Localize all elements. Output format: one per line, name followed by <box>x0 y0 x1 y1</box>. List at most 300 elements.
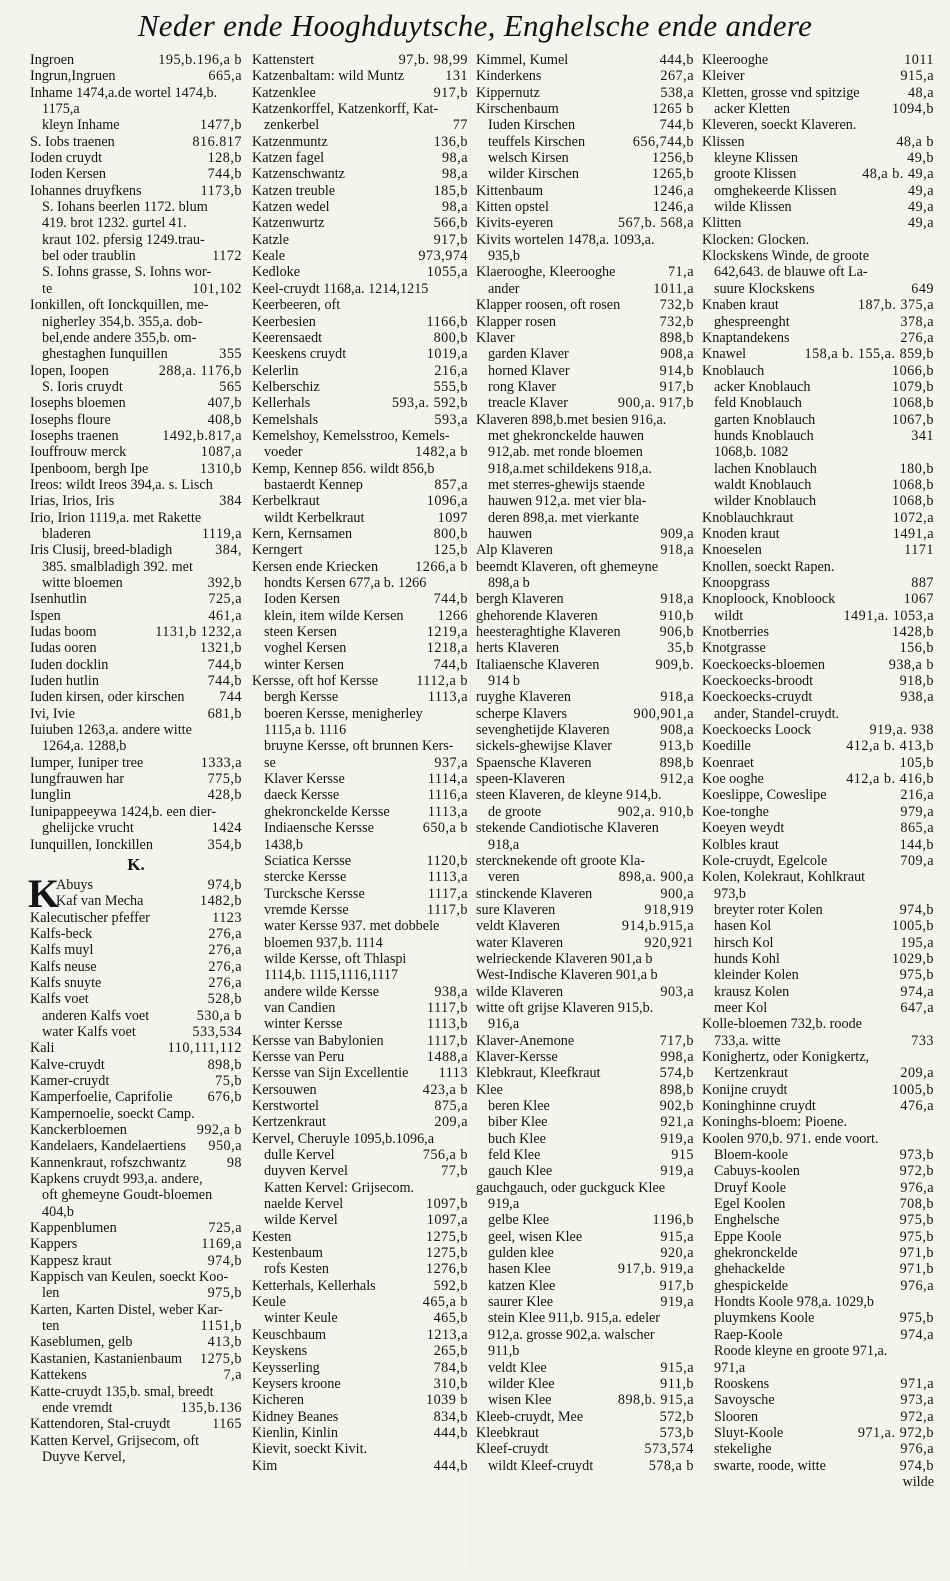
index-entry <box>30 1073 242 1089</box>
entry-term: Rooskens <box>714 1375 770 1392</box>
entry-page-reference: 975,b <box>899 1212 934 1229</box>
entry-page-reference: 1039 b <box>425 1392 468 1409</box>
entry-page-reference: 1275,b <box>199 1350 242 1367</box>
entry-term: wilde <box>902 1473 934 1490</box>
entry-term: saurer Klee <box>488 1294 553 1311</box>
entry-term: 642,643. de blauwe oft La- <box>714 264 868 281</box>
entry-term: Koe-tonghe <box>702 803 769 820</box>
entry-term: Iohannes druyfkens <box>30 182 142 199</box>
entry-page-reference: 1113,a <box>427 803 468 820</box>
entry-term: 971,a <box>714 1359 746 1376</box>
entry-term: 733,a. witte <box>714 1032 781 1049</box>
entry-term: Kleerooghe <box>702 52 769 68</box>
entry-term: Kidney Beanes <box>252 1408 339 1425</box>
entry-term: bladeren <box>42 525 91 542</box>
index-entry <box>476 575 694 591</box>
index-entry <box>252 379 468 395</box>
index-entry <box>702 1278 934 1294</box>
index-entry <box>476 346 694 362</box>
index-entry <box>702 183 934 199</box>
entry-page-reference: 917,b <box>433 84 468 101</box>
entry-page-reference: 444,b <box>433 1457 468 1474</box>
index-entry <box>30 1285 242 1301</box>
entry-page-reference: 593,a <box>434 411 468 428</box>
index-entry <box>476 101 694 117</box>
entry-term: Bloem-koole <box>714 1147 789 1164</box>
entry-page-reference: 973,b <box>899 1147 934 1164</box>
entry-term: herts Klaveren <box>476 640 560 657</box>
entry-page-reference: 665,a <box>208 68 242 85</box>
entry-term: Kemelshoy, Kemelsstroo, Kemels- <box>252 427 450 444</box>
entry-term: Kaseblumen, gelb <box>30 1334 133 1351</box>
entry-page-reference: 974,b <box>899 1457 934 1474</box>
catchword <box>702 1474 934 1490</box>
entry-term: zenkerbel <box>264 117 320 134</box>
index-entry <box>30 444 242 460</box>
entry-term: 973,b <box>714 885 746 902</box>
entry-term: Kersse van Babylonien <box>252 1032 384 1049</box>
index-entry <box>476 951 694 967</box>
entry-term: naelde Kervel <box>264 1196 344 1213</box>
index-entry <box>702 1098 934 1114</box>
index-entry <box>702 248 934 264</box>
entry-page-reference: 1246,a <box>652 182 694 199</box>
entry-term: Kapkens cruydt 993,a. andere, <box>30 1171 203 1188</box>
entry-page-reference: 384 <box>219 493 242 510</box>
index-entry <box>30 1106 242 1122</box>
entry-page-reference: 900,a <box>660 885 694 902</box>
entry-page-reference: 528,b <box>207 991 242 1008</box>
index-entry <box>702 673 934 689</box>
entry-page-reference: 649 <box>911 280 934 297</box>
entry-page-reference: 101,102 <box>192 280 242 297</box>
entry-page-reference: 1097,b <box>425 1196 468 1213</box>
index-entry <box>252 85 468 101</box>
entry-page-reference: 979,a <box>900 803 934 820</box>
entry-term: Keyskens <box>252 1343 308 1360</box>
entry-term: Kellerhals <box>252 395 311 412</box>
index-entry <box>252 1163 468 1179</box>
entry-page-reference: 913,b <box>659 738 694 755</box>
entry-term: Kertzenkraut <box>252 1114 327 1131</box>
entry-page-reference: 717,b <box>659 1032 694 1049</box>
entry-term: Kleef-cruydt <box>476 1441 549 1458</box>
entry-term: Koeckoecks-bloemen <box>702 656 825 673</box>
entry-page-reference: 216,a <box>900 787 934 804</box>
index-entry <box>476 363 694 379</box>
entry-term: ghekronckelde Kersse <box>264 803 390 820</box>
entry-page-reference: 744,b <box>433 656 468 673</box>
entry-term: hauwen 912,a. met vier bla- <box>488 493 647 510</box>
entry-term: stercknekende oft groote Kla- <box>476 852 645 869</box>
index-entry <box>702 1131 934 1147</box>
entry-term: Iuden kirsen, oder kirschen <box>30 689 185 706</box>
entry-page-reference: 920,921 <box>644 934 694 951</box>
entry-term: Knaben kraut <box>702 297 779 314</box>
entry-term: Kelerlin <box>252 362 299 379</box>
index-entry <box>476 510 694 526</box>
entry-term: voghel Kersen <box>264 640 347 657</box>
index-entry <box>30 1433 242 1449</box>
entry-page-reference: 341 <box>911 427 934 444</box>
index-entry <box>252 477 468 493</box>
index-entry <box>252 1327 468 1343</box>
index-entry <box>702 1033 934 1049</box>
index-entry <box>30 1334 242 1350</box>
entry-term: winter Keule <box>264 1310 338 1327</box>
entry-term: Koedille <box>702 738 751 755</box>
index-entry <box>252 738 468 754</box>
index-entry <box>252 902 468 918</box>
entry-page-reference: 354,b <box>207 836 242 853</box>
index-entry <box>30 820 242 836</box>
entry-page-reference: 1113,b <box>427 1016 468 1033</box>
index-entry <box>702 1360 934 1376</box>
entry-term: Kattendoren, Stal-cruydt <box>30 1416 171 1433</box>
index-entry <box>252 330 468 346</box>
entry-page-reference: 1491,a. 1053,a <box>843 607 934 624</box>
entry-page-reference: 1097,a <box>426 1212 468 1229</box>
index-entry <box>702 657 934 673</box>
entry-page-reference: 413,b <box>207 1334 242 1351</box>
entry-term: Iungfrauwen har <box>30 771 125 788</box>
index-entry <box>252 199 468 215</box>
index-entry <box>702 1425 934 1441</box>
index-entry <box>476 1343 694 1359</box>
index-entry <box>30 991 242 1007</box>
entry-term: kleyn Inhame <box>42 117 120 134</box>
index-entry <box>252 526 468 542</box>
index-entry <box>476 1458 694 1474</box>
entry-term: Iumper, Iuniper tree <box>30 754 144 771</box>
page-title: Neder ende Hooghduytsche, Enghelsche ende andere <box>137 8 813 43</box>
index-entry <box>30 1155 242 1171</box>
entry-page-reference: 125,b <box>433 542 468 559</box>
entry-term: sickels-ghewijse Klaver <box>476 738 612 755</box>
entry-term: ghekronckelde <box>714 1245 798 1262</box>
entry-page-reference: 917,b <box>659 378 694 395</box>
index-entry <box>476 787 694 803</box>
entry-term: hondts Kersen 677,a b. 1266 <box>264 575 427 591</box>
index-entry <box>476 1360 694 1376</box>
entry-page-reference: 898,b <box>659 1081 694 1098</box>
index-entry <box>476 1327 694 1343</box>
entry-term: Kattekens <box>30 1367 87 1384</box>
index-entry <box>702 215 934 231</box>
entry-page-reference: 921,a <box>660 1114 694 1131</box>
entry-term: Iris Clusij, breed-bladigh <box>30 542 173 559</box>
index-entry <box>252 314 468 330</box>
index-entry <box>476 428 694 444</box>
index-entry <box>702 1310 934 1326</box>
index-entry <box>252 1310 468 1326</box>
entry-page-reference: 917,b <box>433 231 468 248</box>
entry-term: Kalfs snuyte <box>30 974 102 991</box>
entry-page-reference: 465,a b <box>422 1294 468 1311</box>
index-entry <box>30 1024 242 1040</box>
entry-term: winter Kersen <box>264 656 344 673</box>
entry-page-reference: 650,a b <box>422 820 468 837</box>
index-entry <box>702 1458 934 1474</box>
entry-page-reference: 900,901,a <box>633 705 694 722</box>
entry-term: Kemp, Kennep 856. wildt 856,b <box>252 460 435 477</box>
entry-term: len <box>42 1285 60 1302</box>
index-entry <box>30 1416 242 1432</box>
entry-page-reference: 875,a <box>434 1098 468 1114</box>
entry-term: Sluyt-Koole <box>714 1424 784 1441</box>
entry-page-reference: 444,b <box>659 52 694 68</box>
entry-term: Iosephs traenen <box>30 427 119 444</box>
entry-term: acker Kletten <box>714 101 791 118</box>
entry-term: Klee <box>476 1081 503 1098</box>
entry-page-reference: 48,a <box>907 84 934 101</box>
index-entry <box>476 461 694 477</box>
entry-term: wildt Kerbelkraut <box>264 509 365 526</box>
entry-page-reference: 950,a <box>208 1138 242 1155</box>
entry-page-reference: 35,b <box>667 640 694 657</box>
index-entry <box>252 657 468 673</box>
entry-page-reference: 744,b <box>207 673 242 690</box>
index-entry <box>702 101 934 117</box>
index-entry <box>30 975 242 991</box>
entry-term: kleinder Kolen <box>714 967 799 984</box>
index-entry <box>30 657 242 673</box>
index-entry <box>30 85 242 101</box>
index-entry <box>702 346 934 362</box>
index-entry <box>702 902 934 918</box>
entry-page-reference: 998,a <box>660 1048 694 1065</box>
entry-page-reference: 1310,b <box>199 460 242 477</box>
entry-page-reference: 572,b <box>659 1408 694 1425</box>
index-column-1 <box>30 52 242 1465</box>
entry-term: Kinderkens <box>476 68 542 85</box>
entry-page-reference: 974,b <box>207 1252 242 1269</box>
entry-term: Katzenschwantz <box>252 166 345 183</box>
index-column-3 <box>476 52 694 1474</box>
entry-page-reference: 144,b <box>899 836 934 853</box>
index-entry <box>476 1392 694 1408</box>
page-fold-divider <box>470 40 471 1570</box>
entry-term: Kamperfoelie, Caprifolie <box>30 1089 173 1106</box>
entry-term: Kappenblumen <box>30 1220 117 1237</box>
index-entry <box>252 363 468 379</box>
entry-term: Iudas ooren <box>30 640 97 657</box>
entry-term: ghehackelde <box>714 1261 785 1278</box>
entry-term: Kleebkraut <box>476 1424 540 1441</box>
entry-page-reference: 976,a <box>900 1179 934 1196</box>
index-entry <box>476 1163 694 1179</box>
entry-page-reference: 1275,b <box>425 1245 468 1262</box>
index-entry <box>702 444 934 460</box>
entry-page-reference: 902,b <box>659 1098 694 1114</box>
entry-term: Sciatica Kersse <box>264 852 352 869</box>
index-entry <box>702 624 934 640</box>
index-entry <box>30 1187 242 1203</box>
entry-term: scherpe Klavers <box>476 705 567 722</box>
index-entry <box>702 363 934 379</box>
entry-term: biber Klee <box>488 1114 548 1131</box>
index-entry <box>252 1147 468 1163</box>
entry-page-reference: 276,a <box>208 942 242 959</box>
entry-page-reference: 1005,b <box>891 1081 934 1098</box>
index-entry <box>30 1171 242 1187</box>
index-entry <box>30 363 242 379</box>
entry-page-reference: 1067 <box>903 591 934 608</box>
entry-term: Kappisch van Keulen, soeckt Koo- <box>30 1269 229 1286</box>
entry-page-reference: 1068,b <box>891 493 934 510</box>
entry-term: lachen Knoblauch <box>714 460 817 477</box>
entry-page-reference: 1218,a <box>426 640 468 657</box>
entry-term: Keale <box>252 248 286 265</box>
entry-page-reference: 938,a <box>434 983 468 1000</box>
entry-term: Kittenbaum <box>476 182 543 199</box>
entry-page-reference: 914,b <box>659 362 694 379</box>
entry-page-reference: 902,a. 910,b <box>617 803 694 820</box>
index-entry <box>476 624 694 640</box>
entry-page-reference: 1488,a <box>426 1048 468 1065</box>
entry-term: Kersse van Sijn Excellentie <box>252 1065 409 1082</box>
entry-page-reference: 209,a <box>900 1065 934 1082</box>
index-entry <box>476 330 694 346</box>
entry-term: beren Klee <box>488 1098 550 1114</box>
entry-term: Hondts Koole 978,a. 1029,b <box>714 1294 874 1311</box>
entry-term: van Candien <box>264 999 336 1016</box>
entry-page-reference: 555,b <box>433 378 468 395</box>
index-entry <box>30 297 242 313</box>
entry-term: welrieckende Klaveren 901,a b <box>476 950 653 967</box>
index-entry <box>476 542 694 558</box>
index-entry <box>252 1376 468 1392</box>
index-entry <box>252 461 468 477</box>
entry-term: 916,a <box>488 1016 520 1033</box>
entry-term: ten <box>42 1318 60 1335</box>
index-entry <box>30 591 242 607</box>
entry-term: Knoblauchkraut <box>702 509 794 526</box>
entry-page-reference: 195,a <box>900 934 934 951</box>
index-entry <box>702 820 934 836</box>
entry-page-reference: 1055,a <box>426 264 468 281</box>
entry-term: Kalfs neuse <box>30 958 97 975</box>
index-entry <box>252 542 468 558</box>
entry-page-reference: 1117,a <box>427 885 468 902</box>
entry-page-reference: 756,a b <box>422 1147 468 1164</box>
index-entry <box>702 1409 934 1425</box>
index-entry <box>252 1229 468 1245</box>
index-entry <box>476 232 694 248</box>
entry-term: steen Kersen <box>264 624 337 641</box>
index-entry <box>252 232 468 248</box>
index-entry <box>252 755 468 771</box>
index-entry <box>702 640 934 656</box>
entry-term: oft ghemeyne Goudt-bloemen <box>42 1187 213 1204</box>
entry-page-reference: 1072,a <box>892 509 934 526</box>
entry-term: feld Knoblauch <box>714 395 802 412</box>
entry-term: hasen Kol <box>714 918 772 935</box>
index-entry <box>252 444 468 460</box>
entry-page-reference: 898,b <box>659 329 694 346</box>
entry-page-reference: 97,b. 98,99 <box>398 52 468 68</box>
entry-page-reference: 407,b <box>207 395 242 412</box>
entry-page-reference: 75,b <box>215 1072 242 1089</box>
entry-term: ander <box>488 280 520 297</box>
index-entry <box>30 1220 242 1236</box>
index-entry <box>476 1180 694 1196</box>
index-entry <box>702 853 934 869</box>
entry-term: Kalve-cruydt <box>30 1056 105 1073</box>
index-entry <box>476 755 694 771</box>
entry-term: rofs Kesten <box>264 1261 330 1278</box>
entry-page-reference: 909,b. <box>655 656 694 673</box>
entry-term: wisen Klee <box>488 1392 552 1409</box>
entry-page-reference: 915,a <box>660 1228 694 1245</box>
entry-term: Kivits-eyeren <box>476 215 554 232</box>
entry-term: Kersen ende Kriecken <box>252 558 379 575</box>
index-entry <box>252 395 468 411</box>
entry-term: Iopen, Ioopen <box>30 362 109 379</box>
index-entry <box>702 837 934 853</box>
index-entry <box>252 624 468 640</box>
entry-page-reference: 1113,a <box>427 869 468 886</box>
entry-page-reference: 1117,b <box>427 1032 468 1049</box>
entry-term: Knoploock, Knobloock <box>702 591 836 608</box>
index-entry <box>30 395 242 411</box>
entry-term: stein Klee 911,b. 915,a. edeler <box>488 1310 661 1327</box>
entry-page-reference: 917,b. 919,a <box>617 1261 694 1278</box>
entry-page-reference: 744,b <box>659 117 694 134</box>
index-entry <box>476 918 694 934</box>
entry-term: 918,a.met schildekens 918,a. <box>488 460 652 477</box>
entry-page-reference: 919,a <box>660 1130 694 1147</box>
index-entry <box>252 297 468 313</box>
entry-term: Kolen, Kolekraut, Kohlkraut <box>702 869 866 886</box>
entry-page-reference: 906,b <box>659 624 694 641</box>
index-entry <box>702 1261 934 1277</box>
index-entry <box>476 493 694 509</box>
entry-term: Kersouwen <box>252 1081 317 1098</box>
entry-term: Koninghs-bloem: Pioene. <box>702 1114 848 1131</box>
index-entry <box>30 738 242 754</box>
entry-term: Kolbles kraut <box>702 836 779 853</box>
index-entry <box>30 1253 242 1269</box>
entry-term: beemdt Klaveren, oft ghemeyne <box>476 558 658 575</box>
index-entry <box>252 1409 468 1425</box>
entry-term: vremde Kersse <box>264 901 349 918</box>
index-entry <box>476 1065 694 1081</box>
entry-page-reference: 1116,a <box>427 787 468 804</box>
index-entry <box>30 787 242 803</box>
entry-term: Konijne cruydt <box>702 1081 788 1098</box>
entry-page-reference: 49,a <box>907 215 934 232</box>
index-entry <box>702 542 934 558</box>
entry-page-reference: 1265,b <box>651 166 694 183</box>
index-entry <box>252 967 468 983</box>
entry-page-reference: 216,a <box>434 362 468 379</box>
index-entry <box>252 935 468 951</box>
entry-page-reference: 909,a <box>660 525 694 542</box>
entry-page-reference: 898,b <box>207 1056 242 1073</box>
entry-page-reference: 918,a <box>660 542 694 559</box>
entry-term: Koninghinne cruydt <box>702 1098 816 1114</box>
index-entry <box>476 640 694 656</box>
entry-term: andere wilde Kersse <box>264 983 380 1000</box>
entry-page-reference: 1011 <box>904 52 934 68</box>
entry-term: Roode kleyne en groote 971,a. <box>714 1343 888 1360</box>
entry-page-reference: 1275,b <box>425 1228 468 1245</box>
entry-page-reference: 573,b <box>659 1424 694 1441</box>
index-entry <box>702 608 934 624</box>
index-entry <box>476 608 694 624</box>
entry-page-reference: 708,b <box>899 1196 934 1213</box>
